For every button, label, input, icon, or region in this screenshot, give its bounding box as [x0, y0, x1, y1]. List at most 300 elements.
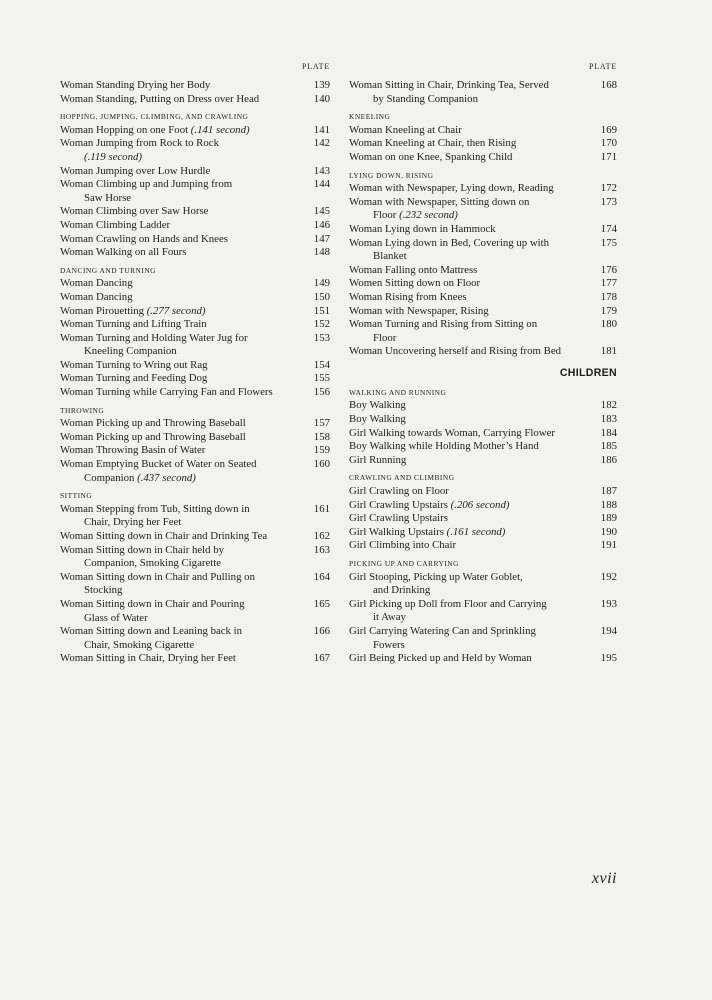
toc-entry [60, 359, 330, 373]
entry-title-text: Women Sitting down on Floor [349, 277, 481, 290]
toc-entry [60, 291, 330, 305]
entry-title-line [349, 512, 589, 526]
entry-title-text: Girl Walking towards Woman, Carrying Flower [349, 426, 555, 439]
toc-entry [60, 305, 330, 319]
toc-entry [349, 151, 617, 165]
entry-title-line [349, 182, 589, 196]
entry-title-text: Woman Lying down in Bed, Covering up with [349, 236, 550, 249]
entry-title-line [60, 458, 302, 472]
entry-title-text: Girl Running [349, 453, 407, 466]
toc-entry [349, 137, 617, 151]
exposure-time-note: (.232 second) [399, 209, 458, 222]
entry-title-text: Woman with Newspaper, Rising [349, 304, 489, 317]
left-entry-list [60, 79, 330, 666]
entry-title-line [60, 625, 302, 639]
entry-title-line [349, 611, 589, 625]
plate-number: 172 [600, 182, 617, 195]
entry-title [60, 219, 308, 233]
section-heading: HOPPING, JUMPING, CLIMBING, AND CRAWLING [60, 112, 249, 122]
entry-title-line [60, 205, 302, 219]
entry-title-text: Boy Walking while Holding Mother’s Hand [349, 440, 539, 453]
entry-title-text: Woman Picking up and Throwing Baseball [60, 417, 246, 430]
exposure-time-note: (.119 second) [84, 150, 142, 163]
category-heading: CHILDREN [559, 366, 617, 379]
entry-title-text: Woman Standing Drying her Body [60, 79, 211, 91]
toc-entry [60, 332, 330, 359]
entry-title-line [60, 530, 302, 544]
toc-entry [349, 440, 617, 454]
entry-title [60, 205, 308, 219]
toc-entry [60, 318, 330, 332]
toc-entry [60, 571, 330, 598]
plate-number: 149 [313, 277, 330, 290]
entry-title-text: Girl Crawling on Floor [349, 485, 449, 498]
right-column [349, 62, 617, 666]
entry-title [60, 372, 308, 386]
entry-title-line [349, 137, 589, 151]
plate-number: 184 [600, 426, 617, 439]
plate-number: 163 [313, 543, 330, 556]
entry-title-text: Woman Turning and Feeding Dog [60, 372, 208, 385]
toc-entry [60, 178, 330, 205]
entry-title [60, 137, 308, 164]
entry-title [349, 427, 595, 441]
entry-title [60, 530, 308, 544]
entry-title-text: Woman Turning while Carrying Fan and Flowers [60, 386, 273, 399]
entry-title-line [60, 516, 302, 530]
plate-number: 141 [313, 123, 330, 136]
plate-number: 164 [313, 570, 330, 583]
toc-entry [349, 598, 617, 625]
plate-number: 181 [600, 345, 617, 358]
entry-title-text: Woman Sitting in Chair, Drinking Tea, Served [349, 79, 549, 91]
plate-number: 191 [600, 539, 617, 552]
entry-title-line [349, 584, 589, 598]
entry-title-line [349, 124, 589, 138]
entry-title [349, 237, 595, 264]
entry-title-text: and Drinking [373, 584, 431, 597]
plate-number: 185 [600, 440, 617, 453]
entry-title [349, 79, 595, 106]
entry-title [349, 399, 595, 413]
toc-entry [60, 246, 330, 260]
entry-title-line [60, 124, 302, 138]
toc-entry [349, 196, 617, 223]
entry-title [349, 277, 595, 291]
exposure-time-note: (.277 second) [146, 304, 206, 317]
entry-title [349, 539, 595, 553]
entry-title-line [349, 264, 589, 278]
entry-title [349, 413, 595, 427]
entry-title [349, 652, 595, 666]
toc-entry [349, 512, 617, 526]
plate-number: 158 [313, 430, 330, 443]
plate-number: 174 [600, 222, 617, 235]
entry-title-text: Woman Sitting in Chair, Drying her Feet [60, 652, 236, 665]
toc-entry [349, 485, 617, 499]
entry-title [60, 332, 308, 359]
entry-title-line [60, 431, 302, 445]
entry-title-line [60, 165, 302, 179]
plate-number: 167 [313, 652, 330, 665]
entry-title-line [60, 137, 302, 151]
entry-title [349, 440, 595, 454]
plate-number: 139 [313, 79, 330, 91]
plate-number: 190 [600, 525, 617, 538]
entry-title [60, 318, 308, 332]
entry-title-line [349, 291, 589, 305]
plate-number: 161 [313, 502, 330, 515]
toc-entry [60, 386, 330, 400]
toc-entry [60, 93, 330, 107]
entry-title [349, 454, 595, 468]
entry-title-line [60, 345, 302, 359]
plate-number: 194 [600, 624, 617, 637]
exposure-time-note: (.141 second) [190, 123, 250, 136]
entry-title-line [60, 639, 302, 653]
toc-entry [349, 124, 617, 138]
entry-title-text: Woman Uncovering herself and Rising from Bed [349, 345, 562, 358]
entry-title [60, 386, 308, 400]
entry-title-line [60, 291, 302, 305]
section-heading: WALKING AND RUNNING [349, 387, 447, 397]
entry-title [349, 305, 595, 319]
entry-title-text: Woman Standing, Putting on Dress over Head [60, 92, 260, 105]
plate-number: 154 [313, 358, 330, 371]
entry-title [349, 264, 595, 278]
entry-title-line [60, 233, 302, 247]
plate-number: 182 [600, 399, 617, 412]
entry-title-text: Woman Sitting down in Chair and Drinking Tea [60, 530, 268, 542]
entry-title-line [60, 277, 302, 291]
toc-entry [60, 417, 330, 431]
entry-title-text: it Away [373, 611, 406, 624]
entry-title-line [60, 246, 302, 260]
plate-number: 168 [600, 79, 617, 91]
entry-title-line [349, 399, 589, 413]
plate-number: 155 [313, 372, 330, 385]
entry-title [60, 544, 308, 571]
entry-title [349, 124, 595, 138]
entry-title [60, 571, 308, 598]
section-heading: THROWING [60, 405, 105, 415]
toc-entry [60, 124, 330, 138]
entry-title-text: Stocking [84, 584, 123, 597]
entry-title-text: Woman Turning and Holding Water Jug for [60, 331, 248, 344]
plate-number: 150 [313, 290, 330, 303]
toc-entry [349, 499, 617, 513]
entry-title-text: Woman Walking on all Fours [60, 246, 187, 259]
toc-entry [60, 544, 330, 571]
entry-title-text: Chair, Smoking Cigarette [84, 638, 195, 651]
toc-entry [60, 530, 330, 544]
toc-entry [60, 652, 330, 666]
entry-title-line [349, 485, 589, 499]
entry-title-text: Boy Walking [349, 413, 406, 426]
entry-title-line [60, 386, 302, 400]
entry-title-text: Woman Dancing [60, 290, 133, 303]
toc-entry [349, 399, 617, 413]
toc-entry [349, 625, 617, 652]
entry-title-line [60, 219, 302, 233]
entry-title [349, 345, 595, 359]
plate-number: 173 [600, 195, 617, 208]
entry-title-text: Saw Horse [84, 191, 132, 204]
entry-title [60, 598, 308, 625]
toc-entry [349, 237, 617, 264]
entry-title-text: Floor [373, 209, 397, 222]
entry-title-text: Girl Being Picked up and Held by Woman [349, 652, 532, 665]
entry-title-line [60, 652, 302, 666]
entry-title-line [349, 427, 589, 441]
entry-title-text: Woman Climbing up and Jumping from [60, 178, 233, 191]
entry-title-text: Woman Picking up and Throwing Baseball [60, 430, 246, 443]
entry-title-text: Boy Walking [349, 399, 406, 412]
entry-title-text: Girl Carrying Watering Can and Sprinkling [349, 624, 536, 637]
page-number: xvii [591, 870, 617, 887]
toc-entry [349, 571, 617, 598]
entry-title-text: Woman with Newspaper, Sitting down on [349, 195, 530, 208]
entry-title-line [60, 93, 302, 107]
plate-number: 144 [313, 178, 330, 191]
toc-entry [349, 526, 617, 540]
entry-title-line [349, 499, 589, 513]
plate-number: 159 [313, 444, 330, 457]
entry-title-text: Woman Pirouetting [60, 304, 144, 317]
entry-title [60, 431, 308, 445]
plate-number: 178 [600, 290, 617, 303]
entry-title-text: Woman Kneeling at Chair, then Rising [349, 137, 517, 150]
entry-title-line [60, 151, 302, 165]
entry-title-line [60, 359, 302, 373]
plate-number: 176 [600, 263, 617, 276]
entry-title [60, 458, 308, 485]
entry-title-line [349, 223, 589, 237]
entry-title-text: Fowers [373, 638, 405, 651]
entry-title-line [60, 372, 302, 386]
entry-title-line [60, 192, 302, 206]
entry-title-line [349, 250, 589, 264]
entry-title-line [349, 332, 589, 346]
entry-title [60, 652, 308, 666]
entry-title-text: Girl Crawling Upstairs [349, 498, 448, 511]
toc-entry [60, 205, 330, 219]
entry-title-line [349, 625, 589, 639]
entry-title-line [349, 345, 589, 359]
entry-title-text: Woman Lying down in Hammock [349, 222, 496, 235]
entry-title-text: Woman on one Knee, Spanking Child [349, 150, 513, 163]
plate-number: 175 [600, 236, 617, 249]
entry-title-line [349, 413, 589, 427]
entry-title-text: by Standing Companion [373, 92, 478, 105]
entry-title [349, 137, 595, 151]
entry-title-line [349, 652, 589, 666]
entry-title-text: Woman Falling onto Mattress [349, 263, 478, 276]
entry-title-text: Woman Turning to Wring out Rag [60, 358, 208, 371]
entry-title-text: Woman Emptying Bucket of Water on Seated [60, 458, 257, 471]
entry-title-text: Glass of Water [84, 611, 148, 624]
entry-title [349, 598, 595, 625]
plate-number: 188 [600, 498, 617, 511]
entry-title [60, 277, 308, 291]
entry-title-text: Woman Sitting down in Chair and Pouring [60, 597, 245, 610]
entry-title-text: Woman Climbing over Saw Horse [60, 205, 209, 218]
entry-title-line [60, 503, 302, 517]
plate-number: 148 [313, 246, 330, 259]
toc-entry [349, 413, 617, 427]
entry-title-line [349, 79, 589, 93]
entry-title [60, 178, 308, 205]
entry-title-line [349, 93, 589, 107]
plate-number: 147 [313, 232, 330, 245]
entry-title-line [60, 557, 302, 571]
entry-title-text: Woman Sitting down and Leaning back in [60, 625, 243, 638]
toc-entry [60, 219, 330, 233]
entry-title-line [349, 318, 589, 332]
toc-entry [60, 372, 330, 386]
plate-number: 151 [313, 304, 330, 317]
entry-title-line [60, 598, 302, 612]
plate-number: 153 [313, 331, 330, 344]
entry-title-line [60, 417, 302, 431]
entry-title-text: Girl Stooping, Picking up Water Goblet, [349, 570, 523, 583]
entry-title-text: Kneeling Companion [84, 345, 177, 358]
toc-entry [349, 454, 617, 468]
entry-title [349, 196, 595, 223]
section-heading: CRAWLING AND CLIMBING [349, 473, 455, 483]
entry-title [60, 305, 308, 319]
entry-title-line [349, 526, 589, 540]
entry-title-line [60, 305, 302, 319]
entry-title-text: Woman Turning and Rising from Sitting on [349, 318, 538, 331]
plate-number: 169 [600, 123, 617, 136]
entry-title-text: Floor [373, 331, 397, 344]
toc-entry [349, 305, 617, 319]
entry-title-line [60, 544, 302, 558]
toc-entry [60, 503, 330, 530]
plate-number: 187 [600, 485, 617, 498]
entry-title [349, 526, 595, 540]
entry-title-text: Woman Kneeling at Chair [349, 123, 462, 136]
entry-title-line [60, 444, 302, 458]
entry-title [60, 625, 308, 652]
entry-title-line [60, 318, 302, 332]
entry-title-text: Woman Rising from Knees [349, 290, 467, 303]
entry-title-text: Woman Jumping from Rock to Rock [60, 137, 219, 150]
entry-title-text: Woman Hopping on one Foot [60, 123, 189, 136]
entry-title-line [60, 332, 302, 346]
plate-number: 166 [313, 625, 330, 638]
plate-number: 179 [600, 304, 617, 317]
toc-entry [60, 598, 330, 625]
entry-title-line [349, 151, 589, 165]
entry-title [349, 318, 595, 345]
right-entry-list [349, 79, 617, 666]
entry-title-line [60, 178, 302, 192]
entry-title-text: Woman Jumping over Low Hurdle [60, 164, 211, 177]
entry-title [60, 93, 308, 107]
entry-title-text: Girl Walking Upstairs [349, 525, 444, 538]
entry-title-line [60, 79, 302, 93]
entry-title [60, 246, 308, 260]
plate-number: 157 [313, 417, 330, 430]
toc-entry [349, 79, 617, 106]
toc-entry [349, 182, 617, 196]
plate-number: 142 [313, 137, 330, 150]
plate-number: 165 [313, 597, 330, 610]
entry-title-line [60, 612, 302, 626]
entry-title [60, 417, 308, 431]
entry-title [60, 291, 308, 305]
toc-entry [60, 79, 330, 93]
plate-number: 156 [313, 386, 330, 399]
toc-entry [60, 277, 330, 291]
entry-title-text: Chair, Drying her Feet [84, 516, 182, 529]
entry-title-text: Woman Crawling on Hands and Knees [60, 232, 228, 245]
entry-title-line [60, 584, 302, 598]
entry-title-text: Companion [84, 471, 135, 484]
plate-number: 186 [600, 453, 617, 466]
entry-title-text: Girl Climbing into Chair [349, 539, 457, 552]
entry-title-text: Girl Crawling Upstairs [349, 512, 448, 525]
toc-entry [349, 539, 617, 553]
toc-entry [60, 458, 330, 485]
toc-entry [60, 625, 330, 652]
entry-title-text: Woman Dancing [60, 277, 133, 290]
entry-title [60, 233, 308, 247]
entry-title-line [349, 639, 589, 653]
entry-title-line [60, 472, 302, 486]
entry-title-line [349, 539, 589, 553]
toc-entry [349, 345, 617, 359]
plate-number: 170 [600, 137, 617, 150]
entry-title [349, 625, 595, 652]
exposure-time-note: (.437 second) [137, 471, 196, 484]
entry-title-line [349, 454, 589, 468]
entry-title [349, 485, 595, 499]
entry-title-line [349, 305, 589, 319]
toc-entry [349, 223, 617, 237]
entry-title-text: Woman with Newspaper, Lying down, Reading [349, 182, 554, 195]
plate-number: 177 [600, 277, 617, 290]
entry-title-text: Woman Turning and Lifting Train [60, 318, 207, 331]
entry-title-line [60, 571, 302, 585]
entry-title-line [349, 571, 589, 585]
entry-title-text: Girl Picking up Doll from Floor and Carrying [349, 597, 547, 610]
section-heading: KNEELING [349, 112, 391, 122]
toc-entry [349, 318, 617, 345]
entry-title [60, 444, 308, 458]
entry-title-text: Woman Climbing Ladder [60, 218, 171, 231]
plate-column-header: PLATE [302, 62, 330, 71]
plate-number: 183 [600, 413, 617, 426]
entry-title [349, 291, 595, 305]
entry-title-line [349, 598, 589, 612]
plate-number: 160 [313, 458, 330, 471]
entry-title [349, 223, 595, 237]
plate-number: 195 [600, 652, 617, 665]
plate-number: 162 [313, 530, 330, 542]
section-heading: PICKING UP AND CARRYING [349, 559, 459, 568]
entry-title-line [349, 196, 589, 210]
toc-entry [349, 427, 617, 441]
entry-title [60, 79, 308, 93]
section-heading: DANCING AND TURNING [60, 265, 156, 275]
plate-column-header: PLATE [589, 62, 617, 71]
toc-entry [60, 137, 330, 164]
entry-title [60, 503, 308, 530]
toc-entry [60, 431, 330, 445]
